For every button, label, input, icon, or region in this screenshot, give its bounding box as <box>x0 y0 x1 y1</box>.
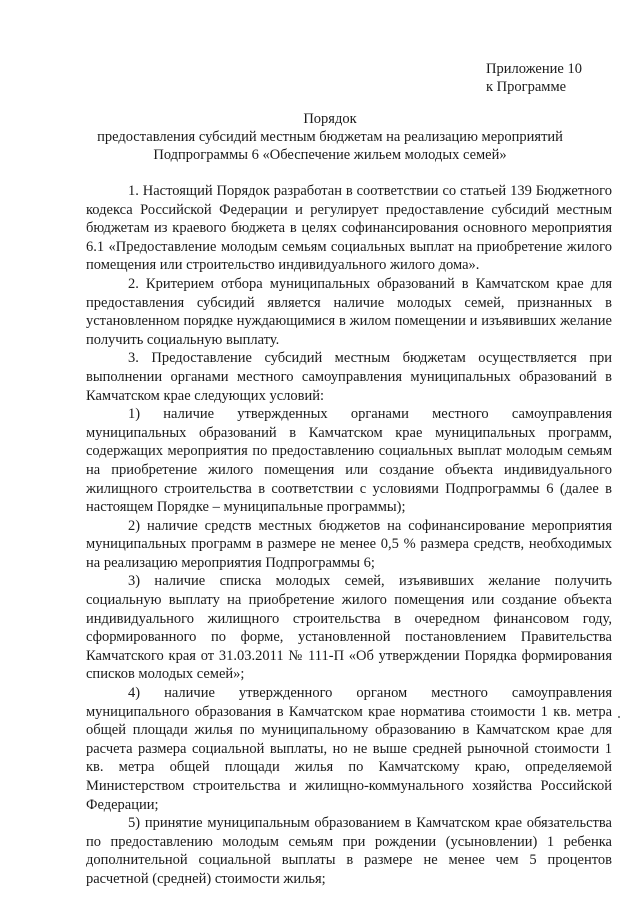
document-title <box>60 110 600 164</box>
attachment-note <box>486 60 582 96</box>
paragraph-2: 2. Критерием отбора муниципальных образований в Камчатском крае для предоставления субсидий является наличие молодых семей, признанных в установленном порядке нуждающимися в жилом помещении и изъявивших желание получить социальную выплату. <box>86 275 612 348</box>
attachment-line-2: к Программе <box>486 79 567 95</box>
title-line-2: Подпрограммы 6 «Обеспечение жильем молодых семей» <box>153 147 507 163</box>
paragraph-3: 3. Предоставление субсидий местным бюджетам осуществляется при выполнении органами местного самоуправления муниципальных образований в Камчатском крае следующих условий: <box>86 350 612 404</box>
condition-5: 5) принятие муниципальным образованием в Камчатском крае обязательства по предоставлению молодым семьям при рождении (усыновлении) 1 ребенка дополнительной социальной выплаты в размере не менее чем 5 процентов расчетной (средней) стоимости жилья; <box>86 815 612 887</box>
condition-1: 1) наличие утвержденных органами местного самоуправления муниципальных образований в Камчатском крае муниципальных программ, содержащих мероприятия по предоставлению социальных выплат молодым семьям на приобретение жилого помещения или создание объекта индивидуального жилищного строительства в соответствии с условиями Подпрограммы 6 (далее в настоящем Порядке – муниципальные программы); <box>86 406 612 516</box>
title-heading: Порядок <box>303 111 357 127</box>
condition-4: 4) наличие утвержденного органом местного самоуправления муниципального образования в Камчатском крае норматива стоимости 1 кв. метра общей площади жилья по муниципальному образованию в Камчатском крае для расчета размера социальной выплаты, но не выше средней рыночной стоимости 1 кв. метра общей площади жилья по Камчатскому краю, определяемой Министерством строительства и жилищно-коммунального хозяйства Российской Федерации; <box>86 685 612 813</box>
condition-2: 2) наличие средств местных бюджетов на софинансирование мероприятия муниципальных программ в размере не менее 0,5 % размера средств, необходимых на реализацию мероприятия Подпрограммы 6; <box>86 517 612 571</box>
attachment-line-1: Приложение 10 <box>486 61 582 77</box>
paragraph-1: 1. Настоящий Порядок разработан в соответствии со статьей 139 Бюджетного кодекса Российской Федерации и регулирует предоставление субсидий местным бюджетам из краевого бюджета в целях софинансирования основного мероприятия 6.1 «Предоставление молодым семьям социальных выплат на приобретение жилого помещения или строительство индивидуального жилого дома». <box>86 183 612 274</box>
condition-3: 3) наличие списка молодых семей, изъявивших желание получить социальную выплату на приобретение жилого помещения или создание объекта индивидуального жилищного строительства в очередном финансовом году, сформированного по форме, установленной постановлением Правительства Камчатского края от 31.03.2011 № 111-П «Об утверждении Порядка формирования списков молодых семей»; <box>86 573 612 683</box>
title-line-1: предоставления субсидий местным бюджетам на реализацию мероприятий <box>97 129 563 145</box>
document-body <box>86 182 612 889</box>
scan-speck <box>618 716 620 718</box>
